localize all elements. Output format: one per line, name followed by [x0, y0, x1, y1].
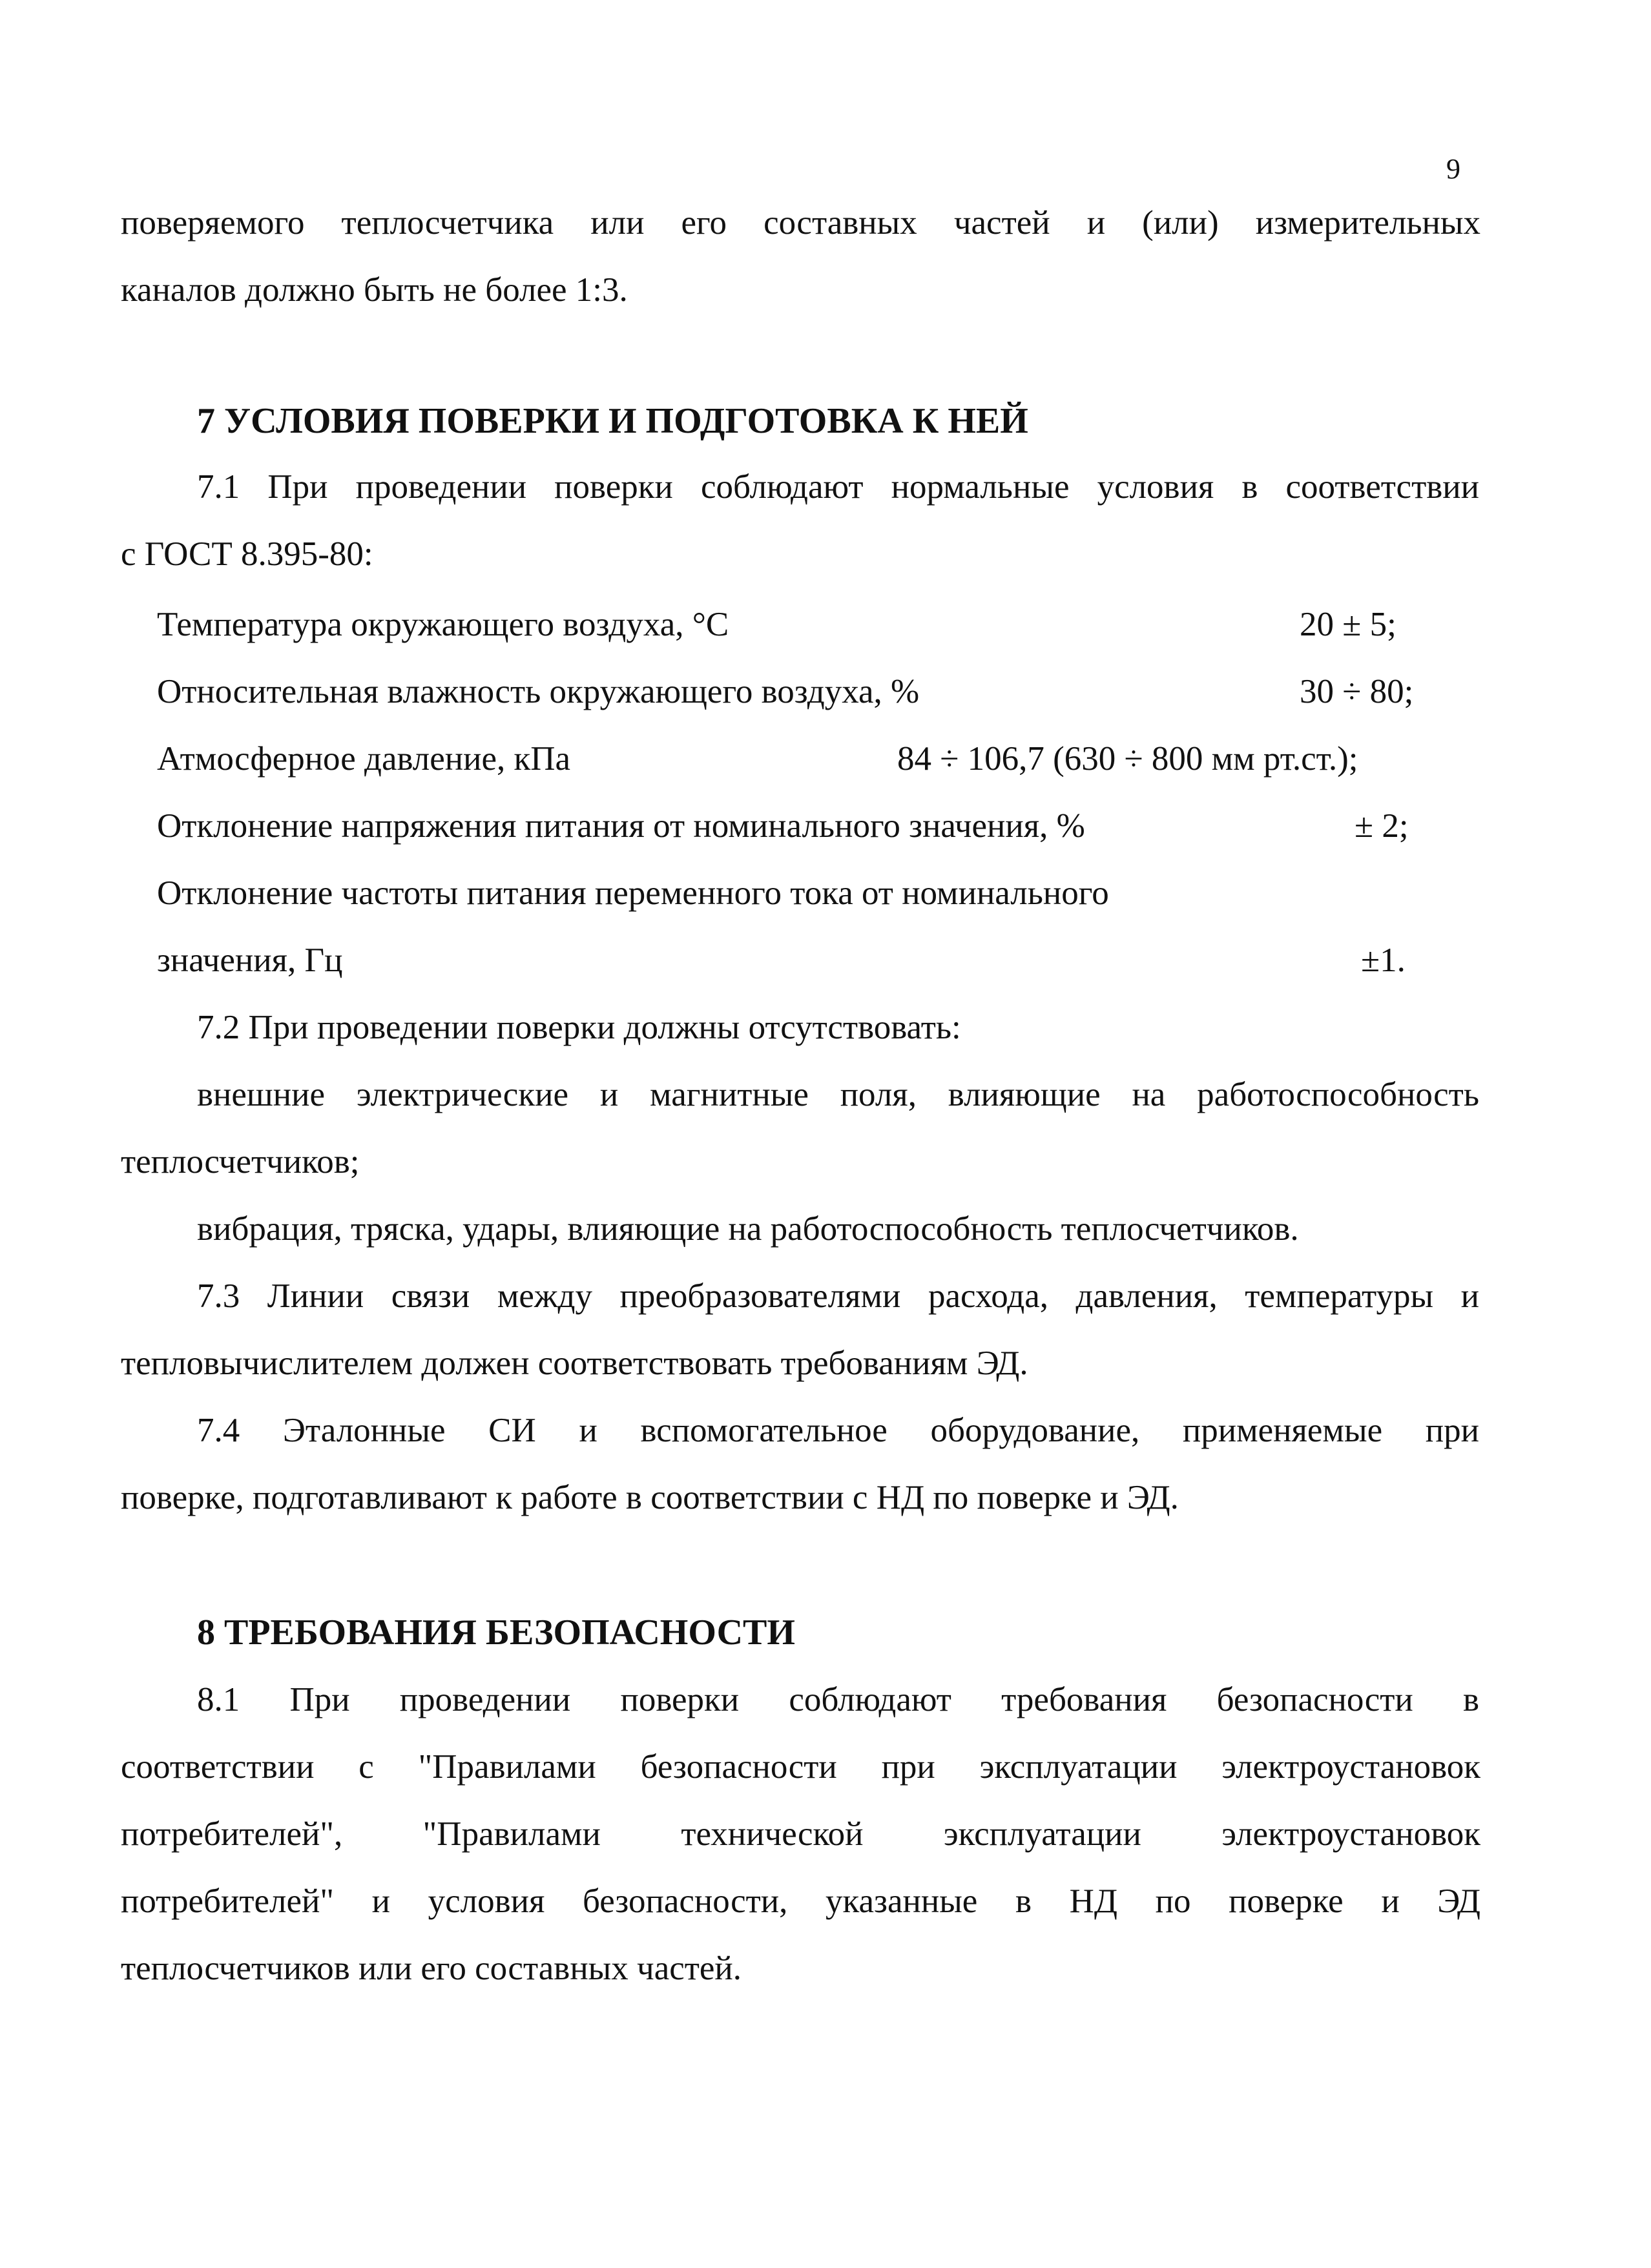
condition-temperature-label: Температура окружающего воздуха, °С — [157, 606, 729, 643]
paragraph-7-3-line-1: 7.3 Линии связи между преобразователями расхода, давления, температуры и — [197, 1277, 1479, 1315]
paragraph-7-2-line-4: вибрация, тряска, удары, влияющие на работоспособность теплосчетчиков. — [197, 1210, 1299, 1248]
paragraph-7-3-line-2: тепловычислителем должен соответствовать требованиям ЭД. — [121, 1345, 1028, 1382]
condition-humidity-value: 30 ÷ 80; — [1300, 673, 1414, 710]
condition-frequency-value: ±1. — [1361, 942, 1406, 979]
condition-humidity-label: Относительная влажность окружающего воздуха, % — [157, 673, 920, 710]
condition-voltage-value: ± 2; — [1355, 807, 1409, 845]
paragraph-7-4-line-1: 7.4 Эталонные СИ и вспомогательное оборудование, применяемые при — [197, 1412, 1479, 1449]
section-8-heading: 8 ТРЕБОВАНИЯ БЕЗОПАСНОСТИ — [197, 1613, 795, 1653]
section-7-heading: 7 УСЛОВИЯ ПОВЕРКИ И ПОДГОТОВКА К НЕЙ — [197, 401, 1028, 441]
paragraph-7-2-line-1: 7.2 При проведении поверки должны отсутствовать: — [197, 1009, 961, 1046]
paragraph-8-1-line-1: 8.1 При проведении поверки соблюдают требования безопасности в — [197, 1681, 1479, 1718]
paragraph-8-1-line-5: теплосчетчиков или его составных частей. — [121, 1950, 742, 1987]
condition-voltage-label: Отклонение напряжения питания от номинального значения, % — [157, 807, 1085, 845]
intro-line-2: каналов должно быть не более 1:3. — [121, 271, 628, 309]
paragraph-7-2-line-3: теплосчетчиков; — [121, 1143, 360, 1180]
page-number: 9 — [1446, 153, 1460, 185]
intro-line-1: поверяемого теплосчетчика или его составных частей и (или) измерительных — [121, 204, 1480, 242]
paragraph-7-4-line-2: поверке, подготавливают к работе в соответствии с НД по поверке и ЭД. — [121, 1479, 1179, 1516]
paragraph-7-1-line-2: с ГОСТ 8.395-80: — [121, 535, 373, 573]
paragraph-8-1-line-3: потребителей", "Правилами технической эксплуатации электроустановок — [121, 1815, 1480, 1853]
paragraph-8-1-line-2: соответствии с "Правилами безопасности при эксплуатации электроустановок — [121, 1748, 1480, 1786]
condition-frequency-label: Отклонение частоты питания переменного тока от номинального — [157, 874, 1109, 912]
condition-frequency-label-cont: значения, Гц — [157, 942, 343, 979]
paragraph-8-1-line-4: потребителей" и условия безопасности, указанные в НД по поверке и ЭД — [121, 1882, 1480, 1920]
paragraph-7-2-line-2: внешние электрические и магнитные поля, влияющие на работоспособность — [197, 1076, 1479, 1113]
paragraph-7-1-line-1: 7.1 При проведении поверки соблюдают нормальные условия в соответствии — [197, 468, 1479, 506]
condition-pressure-label: Атмосферное давление, кПа — [157, 740, 571, 778]
condition-pressure-value: 84 ÷ 106,7 (630 ÷ 800 мм рт.ст.); — [897, 740, 1358, 778]
condition-temperature-value: 20 ± 5; — [1300, 606, 1397, 643]
